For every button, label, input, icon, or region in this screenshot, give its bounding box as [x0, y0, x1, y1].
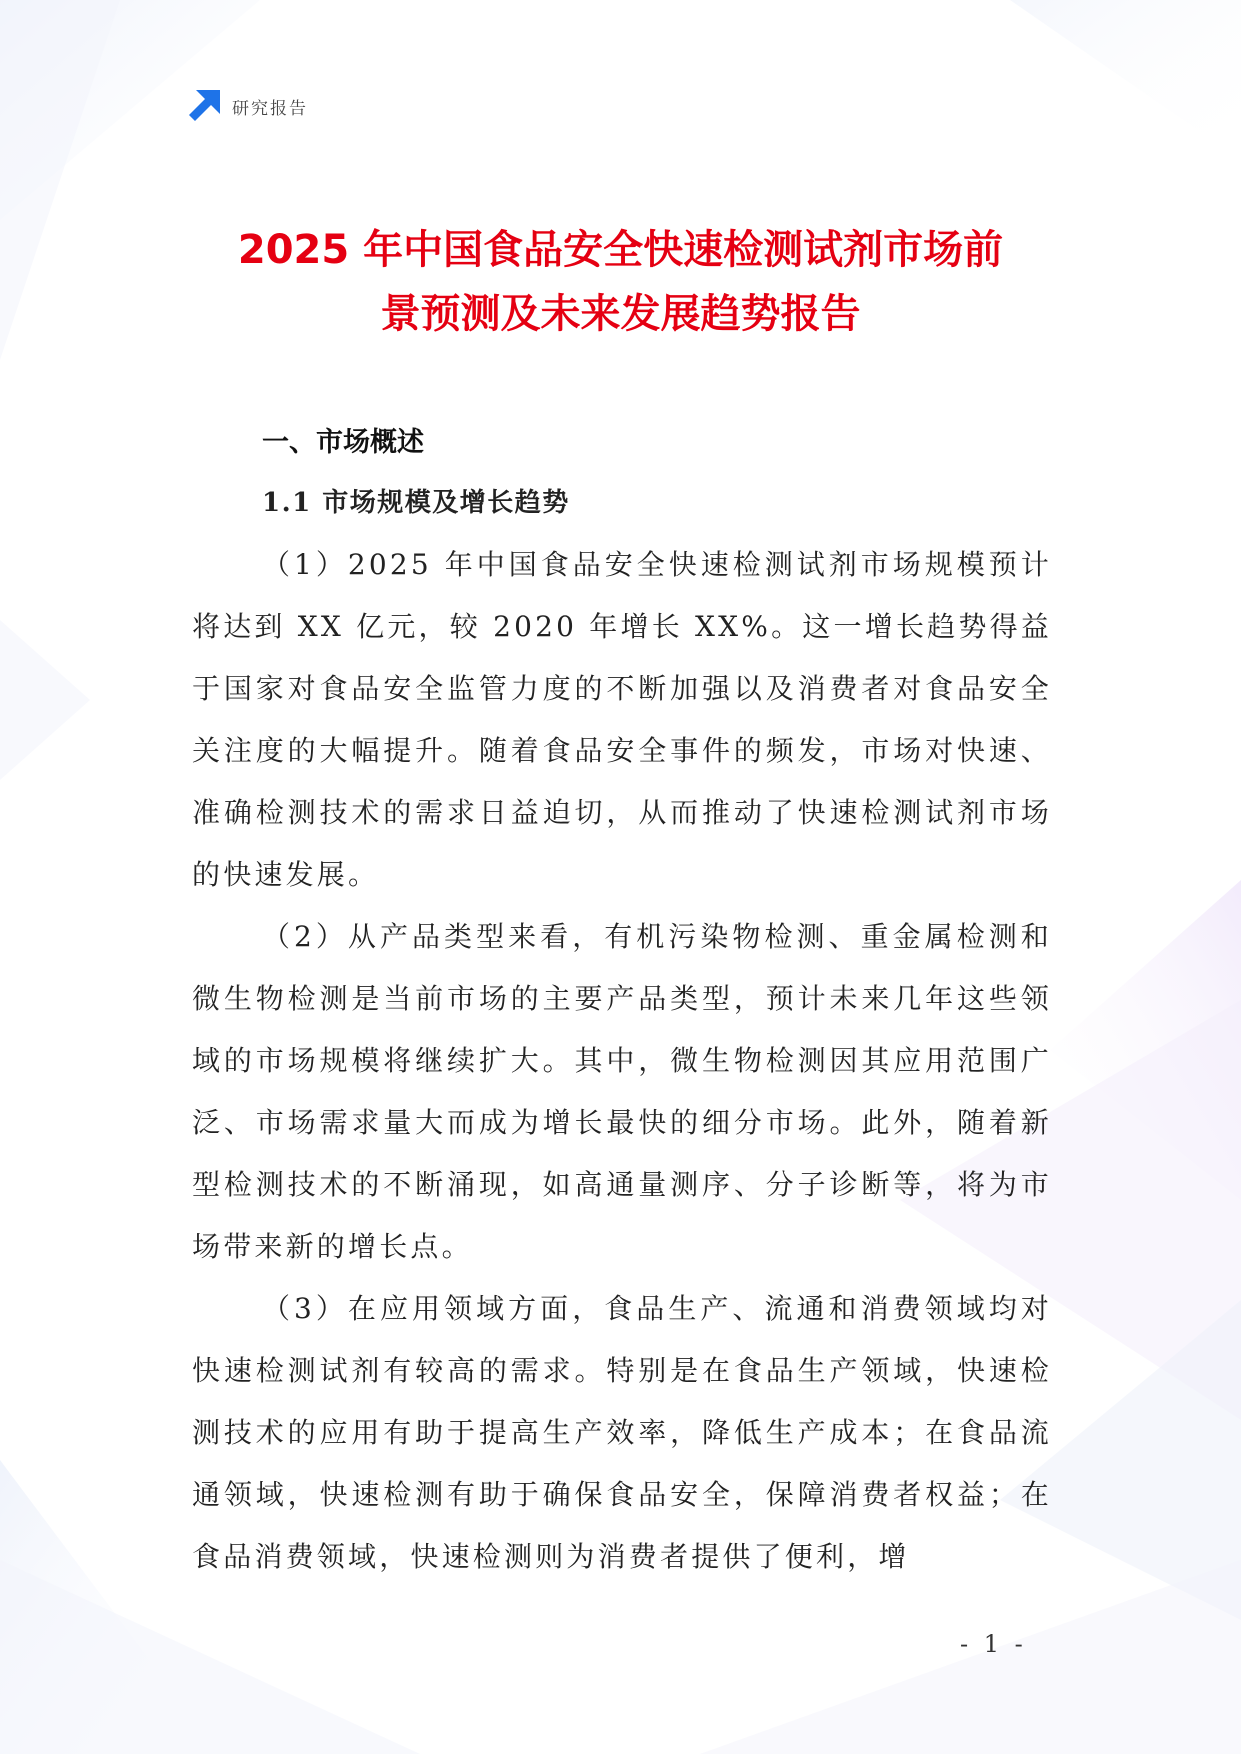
section-heading: 一、市场概述 — [262, 427, 424, 458]
paragraph-3: （3）在应用领域方面，食品生产、流通和消费领域均对快速检测试剂有较高的需求。特别是在食品生产领域，快速检测技术的应用有助于提高生产效率，降低生产成本；在食品流通领域，快速检测有助于确保食品安全，保障消费者权益；在食品消费领域，快速检测则为消费者提供了便利，增 — [192, 1292, 1052, 1573]
paragraph-2: （2）从产品类型来看，有机污染物检测、重金属检测和微生物检测是当前市场的主要产品类型，预计未来几年这些领域的市场规模将继续扩大。其中，微生物检测因其应用范围广泛、市场需求量大而成为增长最快的细分市场。此外，随着新型检测技术的不断涌现，如高通量测序、分子诊断等，将为市场带来新的增长点。 — [192, 920, 1052, 1263]
paragraph-1: （1）2025 年中国食品安全快速检测试剂市场规模预计将达到 XX 亿元，较 2020 年增长 XX%。这一增长趋势得益于国家对食品安全监管力度的不断加强以及消费者对食品安全关注度的大幅提升。随着食品安全事件的频发，市场对快速、准确检测技术的需求日益迫切，从而推动了快速检测试剂市场的快速发展。 — [192, 548, 1052, 891]
body-text — [192, 534, 1052, 1588]
report-header — [188, 90, 308, 122]
page-number: - 1 - — [960, 1630, 1027, 1658]
header-label: 研究报告 — [232, 98, 308, 119]
arrow-up-right-icon — [188, 90, 220, 122]
report-title — [150, 218, 1091, 346]
title-line-2: 景预测及未来发展趋势报告 — [380, 291, 861, 337]
title-line-1: 2025 年中国食品安全快速检测试剂市场前 — [237, 227, 1004, 273]
subsection-heading: 1.1 市场规模及增长趋势 — [262, 488, 570, 518]
